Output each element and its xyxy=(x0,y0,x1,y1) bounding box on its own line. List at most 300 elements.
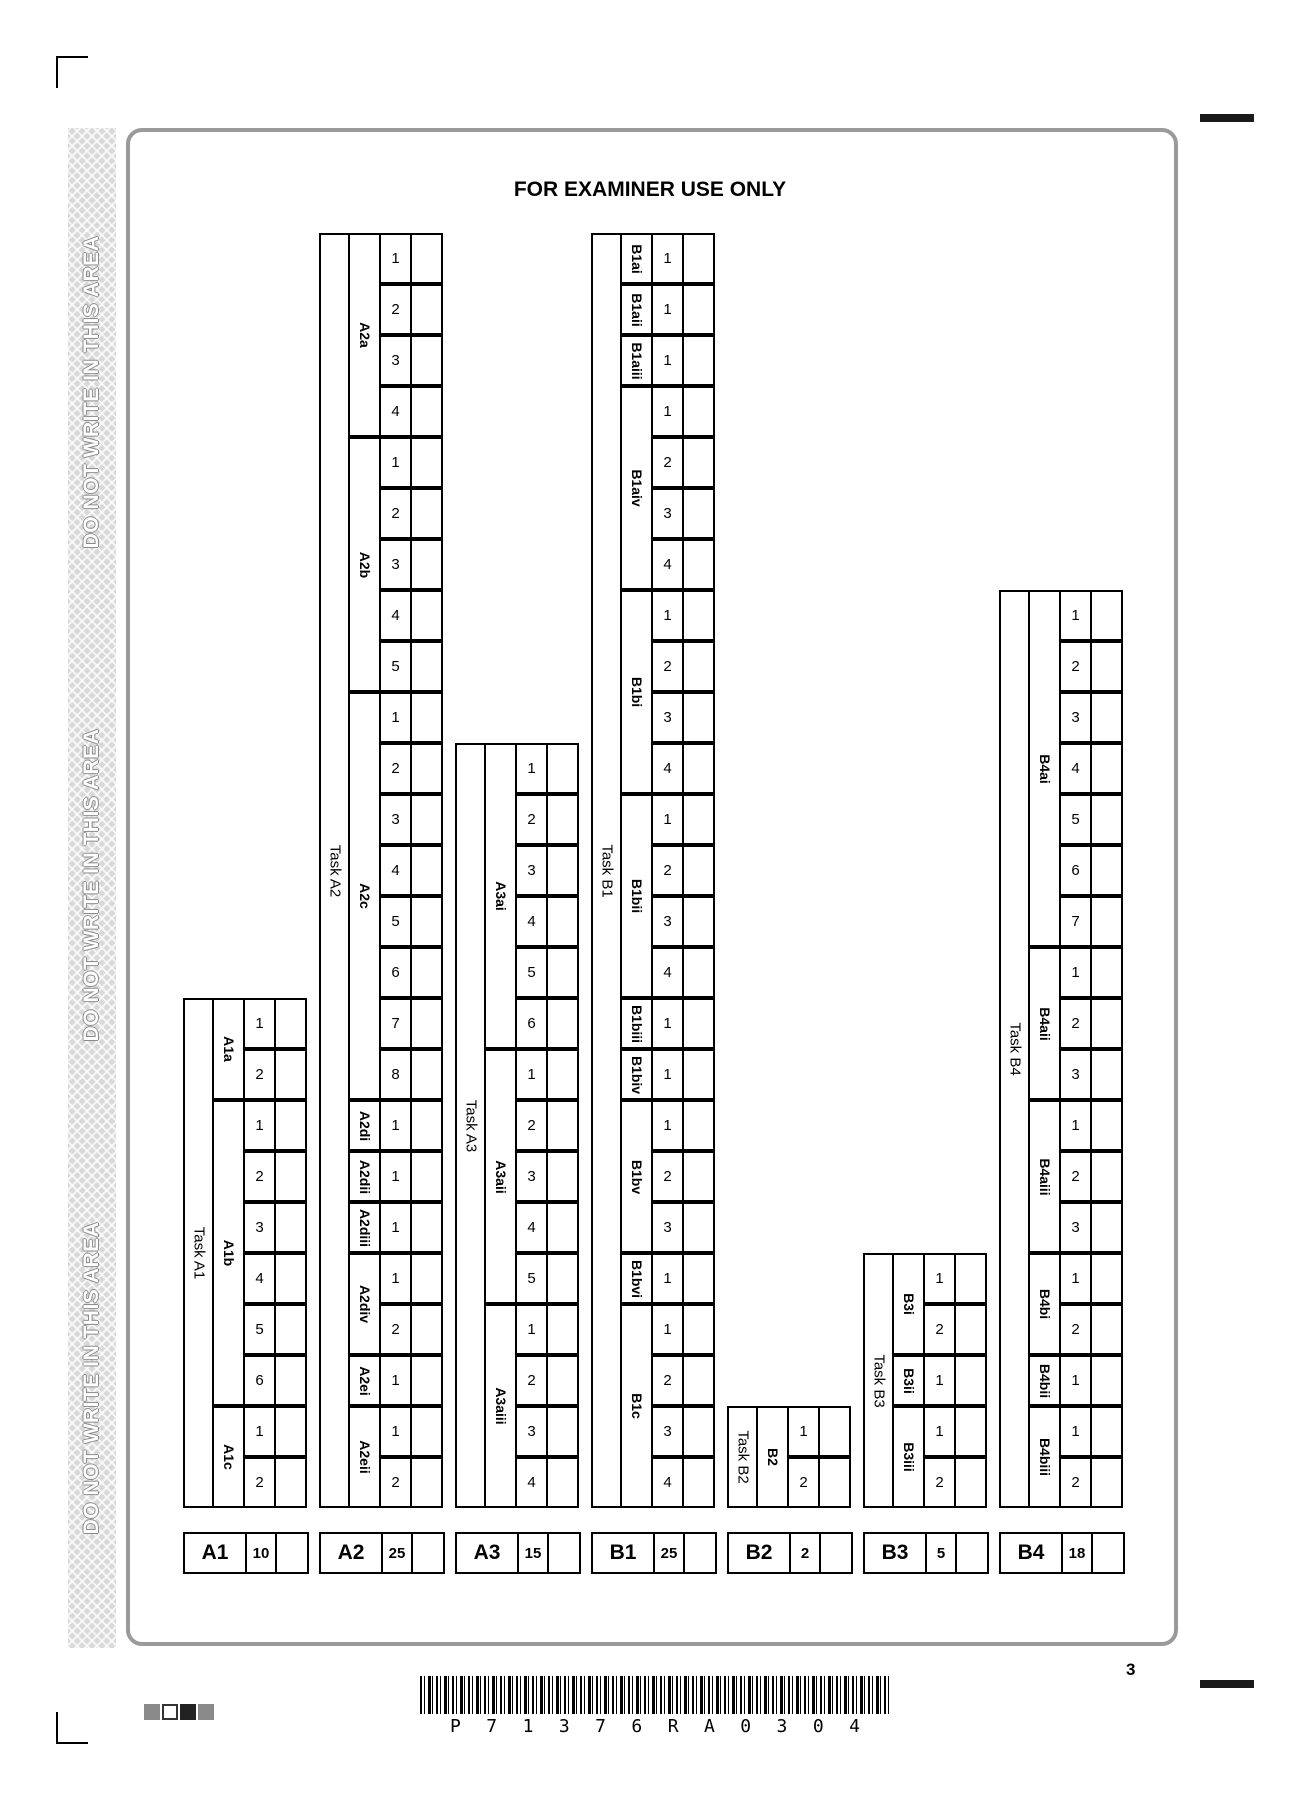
barcode-digit: 3 xyxy=(558,1716,570,1737)
mark-entry-box[interactable] xyxy=(410,386,443,437)
mark-entry-box[interactable] xyxy=(410,794,443,845)
barcode-digit: 3 xyxy=(776,1716,788,1737)
mark-entry-box[interactable] xyxy=(410,1253,443,1304)
mark-number: 1 xyxy=(923,1355,956,1406)
mark-entry-box[interactable] xyxy=(546,1304,579,1355)
part-label-b1biv-text: B1biv xyxy=(628,1055,645,1094)
mark-entry-box[interactable] xyxy=(274,1406,307,1457)
task-label-b1 xyxy=(591,233,622,1508)
mark-entry-box[interactable] xyxy=(682,1202,715,1253)
part-label-a1b-text: A1b xyxy=(220,1239,237,1267)
mark-entry-box[interactable] xyxy=(274,1151,307,1202)
mark-entry-box[interactable] xyxy=(410,1151,443,1202)
mark-number: 4 xyxy=(243,1253,276,1304)
mark-entry-box[interactable] xyxy=(410,998,443,1049)
mark-entry-box[interactable] xyxy=(410,590,443,641)
mark-entry-box[interactable] xyxy=(682,590,715,641)
task-label-b2 xyxy=(727,1406,758,1508)
mark-entry-box[interactable] xyxy=(682,539,715,590)
part-label-b1bvi-text: B1bvi xyxy=(628,1259,645,1298)
total-entry-box[interactable] xyxy=(411,1532,445,1574)
part-label-a3aiii xyxy=(484,1304,517,1508)
mark-entry-box[interactable] xyxy=(1090,1355,1123,1406)
mark-entry-box[interactable] xyxy=(1090,1049,1123,1100)
mark-entry-box[interactable] xyxy=(410,692,443,743)
mark-number: 7 xyxy=(1059,896,1092,947)
mark-entry-box[interactable] xyxy=(410,1457,443,1508)
barcode-digit: 7 xyxy=(486,1716,498,1737)
mark-number: 3 xyxy=(651,1406,684,1457)
mark-entry-box[interactable] xyxy=(682,794,715,845)
part-label-a2diii-text: A2diii xyxy=(356,1208,373,1247)
part-label-a3aii-text: A3aii xyxy=(492,1159,509,1194)
mark-entry-box[interactable] xyxy=(682,488,715,539)
mark-entry-box[interactable] xyxy=(682,1406,715,1457)
part-label-b4aiii-text: B4aiii xyxy=(1036,1157,1053,1196)
part-label-b1biv xyxy=(620,1049,653,1100)
mark-entry-box[interactable] xyxy=(410,1355,443,1406)
mark-entry-box[interactable] xyxy=(546,1202,579,1253)
mark-number: 1 xyxy=(379,1100,412,1151)
mark-number: 6 xyxy=(515,998,548,1049)
mark-entry-box[interactable] xyxy=(546,1151,579,1202)
mark-entry-box[interactable] xyxy=(954,1457,987,1508)
mark-entry-box[interactable] xyxy=(682,845,715,896)
mark-number: 5 xyxy=(379,641,412,692)
mark-entry-box[interactable] xyxy=(546,947,579,998)
part-label-a3aii xyxy=(484,1049,517,1304)
mark-number: 2 xyxy=(515,794,548,845)
mark-entry-box[interactable] xyxy=(274,1457,307,1508)
mark-entry-box[interactable] xyxy=(1090,845,1123,896)
mark-entry-box[interactable] xyxy=(818,1406,851,1457)
mark-entry-box[interactable] xyxy=(682,692,715,743)
part-label-b3i-text: B3i xyxy=(900,1293,917,1315)
mark-number: 3 xyxy=(1059,1202,1092,1253)
part-label-b1c xyxy=(620,1304,653,1508)
mark-number: 8 xyxy=(379,1049,412,1100)
barcode-digit: 7 xyxy=(595,1716,606,1737)
mark-entry-box[interactable] xyxy=(682,1304,715,1355)
mark-number: 4 xyxy=(1059,743,1092,794)
mark-number: 1 xyxy=(651,794,684,845)
mark-entry-box[interactable] xyxy=(682,743,715,794)
mark-number: 2 xyxy=(1059,641,1092,692)
task-label-a1 xyxy=(183,998,214,1508)
task-label-b3-text: Task B3 xyxy=(870,1353,887,1408)
mark-number: 1 xyxy=(515,743,548,794)
part-label-b1bii xyxy=(620,794,653,998)
mark-entry-box[interactable] xyxy=(682,998,715,1049)
part-label-a2b-text: A2b xyxy=(356,551,373,578)
mark-entry-box[interactable] xyxy=(1090,1202,1123,1253)
mark-number: 4 xyxy=(515,1457,548,1508)
mark-number: 1 xyxy=(243,1406,276,1457)
part-label-b3iii xyxy=(892,1406,925,1508)
task-label-b4-text: Task B4 xyxy=(1006,1022,1023,1076)
part-label-a2ei xyxy=(348,1355,381,1406)
part-label-a2b xyxy=(348,437,381,692)
mark-number: 1 xyxy=(651,1100,684,1151)
total-max-a3: 15 xyxy=(517,1532,549,1574)
mark-number: 2 xyxy=(651,1151,684,1202)
mark-entry-box[interactable] xyxy=(1090,998,1123,1049)
mark-number: 4 xyxy=(515,896,548,947)
part-label-b1c-text: B1c xyxy=(628,1393,645,1419)
mark-number: 3 xyxy=(515,1406,548,1457)
mark-number: 2 xyxy=(379,488,412,539)
part-label-a2di xyxy=(348,1100,381,1151)
part-label-b1bvi xyxy=(620,1253,653,1304)
mark-entry-box[interactable] xyxy=(546,1355,579,1406)
part-label-b4biii-text: B4biii xyxy=(1036,1437,1053,1477)
mark-entry-box[interactable] xyxy=(410,1100,443,1151)
part-label-b1bi-text: B1bi xyxy=(628,676,645,708)
mark-number: 2 xyxy=(651,641,684,692)
total-max-a2: 25 xyxy=(381,1532,413,1574)
total-code-b3: B3 xyxy=(863,1532,927,1574)
mark-number: 6 xyxy=(1059,845,1092,896)
logo-square-3 xyxy=(180,1704,196,1720)
part-label-a2eii xyxy=(348,1406,381,1508)
mark-entry-box[interactable] xyxy=(682,335,715,386)
mark-entry-box[interactable] xyxy=(410,1406,443,1457)
total-entry-box[interactable] xyxy=(547,1532,581,1574)
mark-number: 1 xyxy=(651,1253,684,1304)
total-code-a1: A1 xyxy=(183,1532,247,1574)
mark-entry-box[interactable] xyxy=(410,1049,443,1100)
part-label-a2c-text: A2c xyxy=(356,883,373,909)
mark-entry-box[interactable] xyxy=(682,1355,715,1406)
mark-entry-box[interactable] xyxy=(410,284,443,335)
margin-notice-1: DO NOT WRITE IN THIS AREA xyxy=(80,235,103,549)
mark-number: 1 xyxy=(923,1253,956,1304)
mark-entry-box[interactable] xyxy=(682,1253,715,1304)
mark-number: 1 xyxy=(651,233,684,284)
mark-number: 3 xyxy=(651,692,684,743)
mark-entry-box[interactable] xyxy=(546,1049,579,1100)
mark-entry-box[interactable] xyxy=(954,1406,987,1457)
mark-number: 5 xyxy=(1059,794,1092,845)
task-label-a2 xyxy=(319,233,350,1508)
total-code-a2: A2 xyxy=(319,1532,383,1574)
page-number: 3 xyxy=(1126,1660,1136,1679)
mark-number: 1 xyxy=(379,233,412,284)
mark-number: 3 xyxy=(1059,1049,1092,1100)
total-max-b3: 5 xyxy=(925,1532,957,1574)
mark-number: 3 xyxy=(243,1202,276,1253)
part-label-a2a-text: A2a xyxy=(356,322,373,348)
mark-entry-box[interactable] xyxy=(546,1406,579,1457)
mark-entry-box[interactable] xyxy=(410,539,443,590)
mark-number: 6 xyxy=(243,1355,276,1406)
mark-number: 4 xyxy=(651,539,684,590)
mark-entry-box[interactable] xyxy=(1090,1253,1123,1304)
part-label-b3ii xyxy=(892,1355,925,1406)
mark-entry-box[interactable] xyxy=(1090,794,1123,845)
total-entry-box[interactable] xyxy=(683,1532,717,1574)
mark-number: 4 xyxy=(515,1202,548,1253)
part-label-b1bv-text: B1bv xyxy=(628,1159,645,1194)
part-label-b4aiii xyxy=(1028,1100,1061,1253)
mark-number: 1 xyxy=(1059,1406,1092,1457)
task-label-b4 xyxy=(999,590,1030,1508)
mark-entry-box[interactable] xyxy=(954,1253,987,1304)
mark-entry-box[interactable] xyxy=(1090,947,1123,998)
mark-number: 2 xyxy=(379,743,412,794)
mark-number: 3 xyxy=(1059,692,1092,743)
mark-entry-box[interactable] xyxy=(682,1151,715,1202)
part-label-a2diii xyxy=(348,1202,381,1253)
total-code-b2: B2 xyxy=(727,1532,791,1574)
mark-number: 1 xyxy=(651,590,684,641)
mark-number: 1 xyxy=(379,1151,412,1202)
margin-notice-2: DO NOT WRITE IN THIS AREA xyxy=(80,728,103,1042)
mark-number: 4 xyxy=(651,947,684,998)
mark-number: 3 xyxy=(379,794,412,845)
total-code-a3: A3 xyxy=(455,1532,519,1574)
mark-entry-box[interactable] xyxy=(546,743,579,794)
part-label-a1c-text: A1c xyxy=(220,1444,237,1470)
mark-entry-box[interactable] xyxy=(682,1049,715,1100)
registration-bar-bottom xyxy=(1200,1680,1254,1688)
mark-number: 4 xyxy=(379,845,412,896)
mark-entry-box[interactable] xyxy=(1090,896,1123,947)
barcode-digit: A xyxy=(703,1716,715,1737)
mark-number: 1 xyxy=(243,998,276,1049)
barcode-digit: 1 xyxy=(522,1716,534,1737)
total-max-b1: 25 xyxy=(653,1532,685,1574)
mark-entry-box[interactable] xyxy=(682,284,715,335)
mark-entry-box[interactable] xyxy=(1090,1457,1123,1508)
mark-entry-box[interactable] xyxy=(274,1355,307,1406)
part-label-b1ai-text: B1ai xyxy=(628,243,645,274)
mark-entry-box[interactable] xyxy=(1090,590,1123,641)
mark-number: 1 xyxy=(651,284,684,335)
total-entry-box[interactable] xyxy=(955,1532,989,1574)
total-entry-box[interactable] xyxy=(1091,1532,1125,1574)
mark-number: 2 xyxy=(923,1457,956,1508)
mark-number: 5 xyxy=(243,1304,276,1355)
mark-number: 4 xyxy=(379,386,412,437)
mark-number: 2 xyxy=(379,1304,412,1355)
mark-number: 1 xyxy=(379,692,412,743)
mark-number: 3 xyxy=(379,335,412,386)
part-label-b2-text: B2 xyxy=(764,1448,781,1466)
registration-bar-top xyxy=(1200,114,1254,122)
logo-square-1 xyxy=(144,1704,160,1720)
part-label-a1b xyxy=(212,1100,245,1406)
task-label-a3-text: Task A3 xyxy=(462,1099,479,1152)
mark-number: 2 xyxy=(1059,1457,1092,1508)
mark-number: 2 xyxy=(243,1049,276,1100)
part-label-b1bv xyxy=(620,1100,653,1253)
mark-entry-box[interactable] xyxy=(546,1100,579,1151)
part-label-a2di-text: A2di xyxy=(356,1110,373,1141)
mark-entry-box[interactable] xyxy=(410,743,443,794)
barcode-digit: P xyxy=(450,1716,461,1737)
mark-entry-box[interactable] xyxy=(274,1253,307,1304)
part-label-a3ai xyxy=(484,743,517,1049)
mark-number: 7 xyxy=(379,998,412,1049)
mark-entry-box[interactable] xyxy=(1090,1100,1123,1151)
part-label-b2 xyxy=(756,1406,789,1508)
barcode-digit: 4 xyxy=(849,1716,860,1737)
mark-number: 1 xyxy=(515,1304,548,1355)
part-label-b4bii xyxy=(1028,1355,1061,1406)
total-entry-box[interactable] xyxy=(819,1532,853,1574)
part-label-a2dii-text: A2dii xyxy=(356,1159,373,1194)
part-label-b3iii-text: B3iii xyxy=(900,1442,917,1472)
logo-square-4 xyxy=(198,1704,214,1720)
mark-number: 2 xyxy=(515,1100,548,1151)
mark-number: 1 xyxy=(379,1253,412,1304)
mark-entry-box[interactable] xyxy=(410,1202,443,1253)
mark-entry-box[interactable] xyxy=(682,1457,715,1508)
mark-number: 2 xyxy=(379,284,412,335)
mark-entry-box[interactable] xyxy=(1090,692,1123,743)
mark-entry-box[interactable] xyxy=(274,1100,307,1151)
part-label-b1aiv xyxy=(620,386,653,590)
part-label-a1c xyxy=(212,1406,245,1508)
mark-entry-box[interactable] xyxy=(410,947,443,998)
mark-number: 2 xyxy=(379,1457,412,1508)
mark-number: 2 xyxy=(1059,1151,1092,1202)
crop-mark-top-left xyxy=(56,56,88,88)
mark-entry-box[interactable] xyxy=(682,641,715,692)
mark-entry-box[interactable] xyxy=(1090,743,1123,794)
mark-number: 5 xyxy=(515,947,548,998)
barcode-digit: 6 xyxy=(631,1716,643,1737)
barcode-image xyxy=(420,1676,890,1714)
mark-number: 1 xyxy=(651,335,684,386)
mark-number: 1 xyxy=(923,1406,956,1457)
mark-number: 2 xyxy=(1059,998,1092,1049)
mark-entry-box[interactable] xyxy=(682,896,715,947)
mark-entry-box[interactable] xyxy=(546,1457,579,1508)
mark-entry-box[interactable] xyxy=(546,998,579,1049)
mark-number: 2 xyxy=(243,1457,276,1508)
task-label-a2-text: Task A2 xyxy=(326,844,343,897)
part-label-a2c xyxy=(348,692,381,1100)
mark-number: 6 xyxy=(379,947,412,998)
part-label-b4ai-text: B4ai xyxy=(1036,753,1053,784)
total-code-b1: B1 xyxy=(591,1532,655,1574)
part-label-b4biii xyxy=(1028,1406,1061,1508)
part-label-b3i xyxy=(892,1253,925,1355)
total-code-b4: B4 xyxy=(999,1532,1063,1574)
mark-number: 1 xyxy=(1059,590,1092,641)
mark-number: 1 xyxy=(651,998,684,1049)
mark-number: 2 xyxy=(1059,1304,1092,1355)
part-label-b4aii-text: B4aii xyxy=(1036,1006,1053,1041)
part-label-b1aii-text: B1aii xyxy=(628,292,645,327)
mark-entry-box[interactable] xyxy=(546,794,579,845)
barcode-digit: 0 xyxy=(740,1716,752,1737)
mark-entry-box[interactable] xyxy=(274,1304,307,1355)
part-label-a1a-text: A1a xyxy=(220,1036,237,1062)
part-label-b4bi-text: B4bi xyxy=(1036,1288,1053,1320)
mark-number: 2 xyxy=(243,1151,276,1202)
mark-entry-box[interactable] xyxy=(410,641,443,692)
mark-entry-box[interactable] xyxy=(682,233,715,284)
part-label-b4bi xyxy=(1028,1253,1061,1355)
mark-number: 2 xyxy=(515,1355,548,1406)
mark-number: 1 xyxy=(1059,1355,1092,1406)
mark-number: 1 xyxy=(651,1304,684,1355)
mark-entry-box[interactable] xyxy=(1090,1151,1123,1202)
task-label-b1-text: Task B1 xyxy=(598,843,615,898)
mark-number: 1 xyxy=(515,1049,548,1100)
mark-entry-box[interactable] xyxy=(410,437,443,488)
part-label-b1bi xyxy=(620,590,653,794)
barcode-digit: 0 xyxy=(812,1716,824,1737)
mark-entry-box[interactable] xyxy=(954,1355,987,1406)
mark-entry-box[interactable] xyxy=(274,998,307,1049)
mark-entry-box[interactable] xyxy=(818,1457,851,1508)
barcode-digit: R xyxy=(667,1716,679,1737)
mark-number: 5 xyxy=(515,1253,548,1304)
total-max-b2: 2 xyxy=(789,1532,821,1574)
barcode-digits xyxy=(420,1716,890,1737)
mark-entry-box[interactable] xyxy=(1090,1304,1123,1355)
mark-number: 1 xyxy=(379,1202,412,1253)
total-entry-box[interactable] xyxy=(275,1532,309,1574)
mark-entry-box[interactable] xyxy=(682,1100,715,1151)
mark-entry-box[interactable] xyxy=(1090,641,1123,692)
mark-entry-box[interactable] xyxy=(410,488,443,539)
mark-number: 1 xyxy=(379,1406,412,1457)
mark-entry-box[interactable] xyxy=(546,896,579,947)
mark-entry-box[interactable] xyxy=(954,1304,987,1355)
mark-entry-box[interactable] xyxy=(546,1253,579,1304)
mark-number: 1 xyxy=(651,1049,684,1100)
mark-entry-box[interactable] xyxy=(682,947,715,998)
mark-entry-box[interactable] xyxy=(410,1304,443,1355)
mark-entry-box[interactable] xyxy=(410,896,443,947)
task-label-b2-text: Task B2 xyxy=(734,1430,751,1484)
mark-number: 3 xyxy=(651,488,684,539)
mark-entry-box[interactable] xyxy=(274,1202,307,1253)
mark-entry-box[interactable] xyxy=(410,335,443,386)
mark-number: 1 xyxy=(1059,1100,1092,1151)
mark-number: 4 xyxy=(651,743,684,794)
mark-number: 1 xyxy=(379,1355,412,1406)
task-label-a1-text: Task A1 xyxy=(190,1226,207,1280)
part-label-b4aii xyxy=(1028,947,1061,1100)
mark-number: 1 xyxy=(1059,947,1092,998)
mark-entry-box[interactable] xyxy=(546,845,579,896)
logo-square-2 xyxy=(162,1704,178,1720)
total-max-b4: 18 xyxy=(1061,1532,1093,1574)
part-label-b1bii-text: B1bii xyxy=(628,878,645,914)
mark-number: 1 xyxy=(379,437,412,488)
mark-entry-box[interactable] xyxy=(410,845,443,896)
mark-entry-box[interactable] xyxy=(274,1049,307,1100)
part-label-a1a xyxy=(212,998,245,1100)
mark-number: 1 xyxy=(651,386,684,437)
margin-notice-3: DO NOT WRITE IN THIS AREA xyxy=(80,1221,103,1535)
part-label-a3ai-text: A3ai xyxy=(492,881,509,911)
part-label-b1aii xyxy=(620,284,653,335)
mark-entry-box[interactable] xyxy=(682,437,715,488)
mark-entry-box[interactable] xyxy=(410,233,443,284)
mark-entry-box[interactable] xyxy=(682,386,715,437)
mark-entry-box[interactable] xyxy=(1090,1406,1123,1457)
mark-number: 2 xyxy=(787,1457,820,1508)
part-label-a2ei-text: A2ei xyxy=(356,1365,373,1396)
part-label-b1aiii xyxy=(620,335,653,386)
